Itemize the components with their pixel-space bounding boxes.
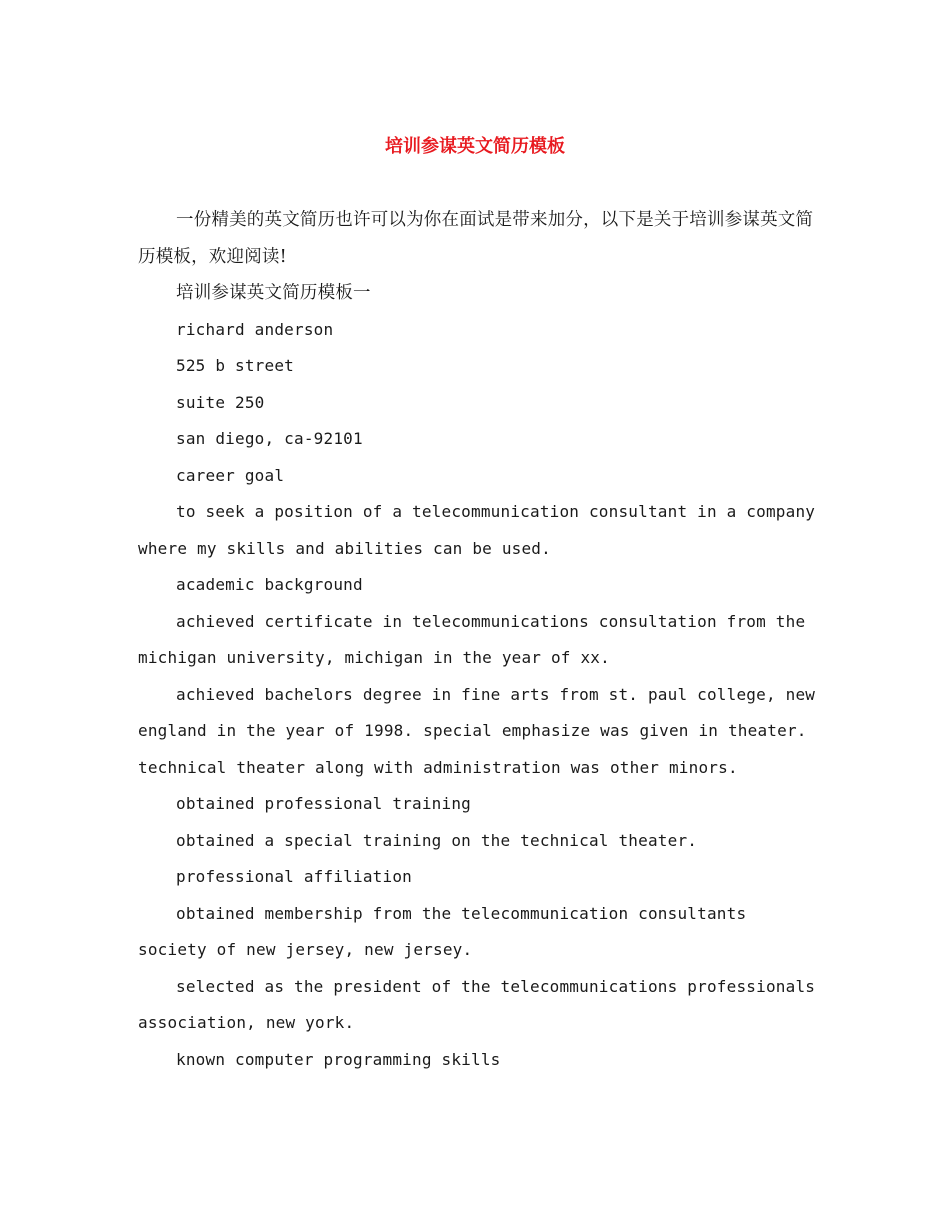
academic-item-1: achieved certificate in telecommunications consultation from the michigan university, michigan in the year of xx. — [138, 611, 806, 667]
affiliation-heading: professional affiliation — [176, 867, 412, 886]
address-line-1: 525 b street — [176, 356, 294, 375]
academic-heading: academic background — [176, 575, 363, 594]
document-body — [138, 202, 818, 1078]
skills-heading: known computer programming skills — [176, 1049, 501, 1069]
affiliation-item-1: obtained membership from the telecommunication consultants society of new jersey, new jersey. — [138, 903, 747, 959]
applicant-name: richard anderson — [176, 319, 334, 339]
career-goal-heading: career goal — [176, 465, 285, 485]
affiliation-item-2: selected as the president of the telecommunications professionals association, new york. — [138, 976, 816, 1032]
document-title: 培训参谋英文简历模板 — [385, 136, 565, 157]
academic-item-2: achieved bachelors degree in fine arts from st. paul college, new england in the year of 1998. special emphasize was given in theater. technical theater along with administration was other minors. — [138, 684, 816, 777]
training-heading: obtained professional training — [176, 794, 471, 813]
resume-subheading: 培训参谋英文简历模板一 — [176, 283, 371, 303]
address-line-3: san diego, ca-92101 — [176, 429, 363, 448]
intro-paragraph: 一份精美的英文简历也许可以为你在面试是带来加分，以下是关于培训参谋英文简历模板，欢迎阅读! — [138, 210, 814, 267]
address-line-2: suite 250 — [176, 392, 265, 412]
training-text: obtained a special training on the technical theater. — [176, 830, 698, 850]
career-goal-text: to seek a position of a telecommunication consultant in a company where my skills and abilities can be used. — [138, 502, 816, 558]
